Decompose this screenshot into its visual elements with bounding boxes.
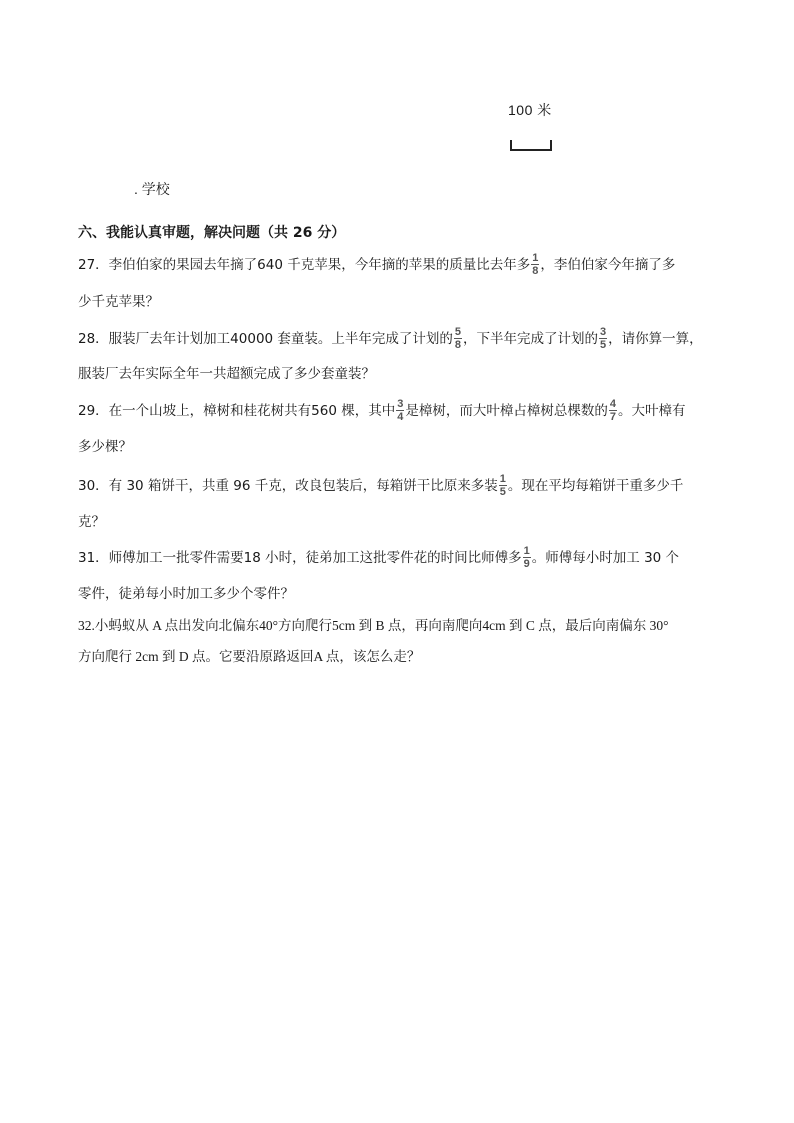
question-29-line-1: 29．在一个山坡上，樟树和桂花树共有560 棵，其中 $\frac{3}{4}$ 是樟树，而大叶樟占樟树总棵数的 $\frac{4}{7}$ 。大叶樟有 bbox=[78, 397, 686, 423]
fraction: $\frac{4}{7}$ bbox=[609, 397, 616, 423]
question-28-line-1: 28．服装厂去年计划加工40000 套童装。上半年完成了计划的 $\frac{5}{8}$ ，下半年完成了计划的 $\frac{3}{5}$ ，请你算一算， bbox=[78, 325, 703, 351]
fraction: $\frac{1}{8}$ bbox=[532, 251, 539, 277]
fraction: $\frac{3}{4}$ bbox=[397, 397, 404, 423]
question-32-line-1: 32.小蚂蚁从 A 点出发向北偏东40°方向爬行5cm 到 B 点，再向南爬向4cm 到 C 点，最后向南偏东 30° bbox=[78, 618, 669, 633]
question-28-line-2: 服装厂去年实际全年一共超额完成了多少套童装？ bbox=[78, 366, 375, 382]
fraction: $\frac{1}{9}$ bbox=[523, 544, 530, 570]
fraction: $\frac{5}{8}$ bbox=[454, 325, 462, 351]
fraction: $\frac{1}{5}$ bbox=[499, 472, 506, 498]
question-30-line-1: 30．有 30 箱饼干，共重 96 千克，改良包装后，每箱饼干比原来多装 $\frac{1}{5}$ 。现在平均每箱饼干重多少千 bbox=[78, 472, 684, 498]
question-30-line-2: 克？ bbox=[78, 514, 105, 530]
question-31-line-1: 31．师傅加工一批零件需要18 小时，徒弟加工这批零件花的时间比师傅多 $\frac{1}{9}$ 。师傅每小时加工 30 个 bbox=[78, 544, 680, 570]
question-27-line-2: 少千克苹果？ bbox=[78, 294, 159, 310]
school-label: . 学校 bbox=[134, 181, 170, 197]
scale-label: 100 米 bbox=[508, 102, 552, 118]
question-27-line-1: 27．李伯伯家的果园去年摘了640 千克苹果，今年摘的苹果的质量比去年多 $\frac{1}{8}$ ，李伯伯家今年摘了多 bbox=[78, 251, 676, 277]
question-32-line-2: 方向爬行 2cm 到 D 点。它要沿原路返回A 点，该怎么走？ bbox=[78, 649, 421, 664]
section-title: 六、我能认真审题，解决问题（共 26 分） bbox=[78, 225, 346, 241]
question-31-line-2: 零件，徒弟每小时加工多少个零件？ bbox=[78, 586, 294, 602]
fraction: $\frac{3}{5}$ bbox=[600, 325, 607, 351]
scale-bar bbox=[510, 140, 552, 151]
question-29-line-2: 多少棵？ bbox=[78, 439, 132, 455]
